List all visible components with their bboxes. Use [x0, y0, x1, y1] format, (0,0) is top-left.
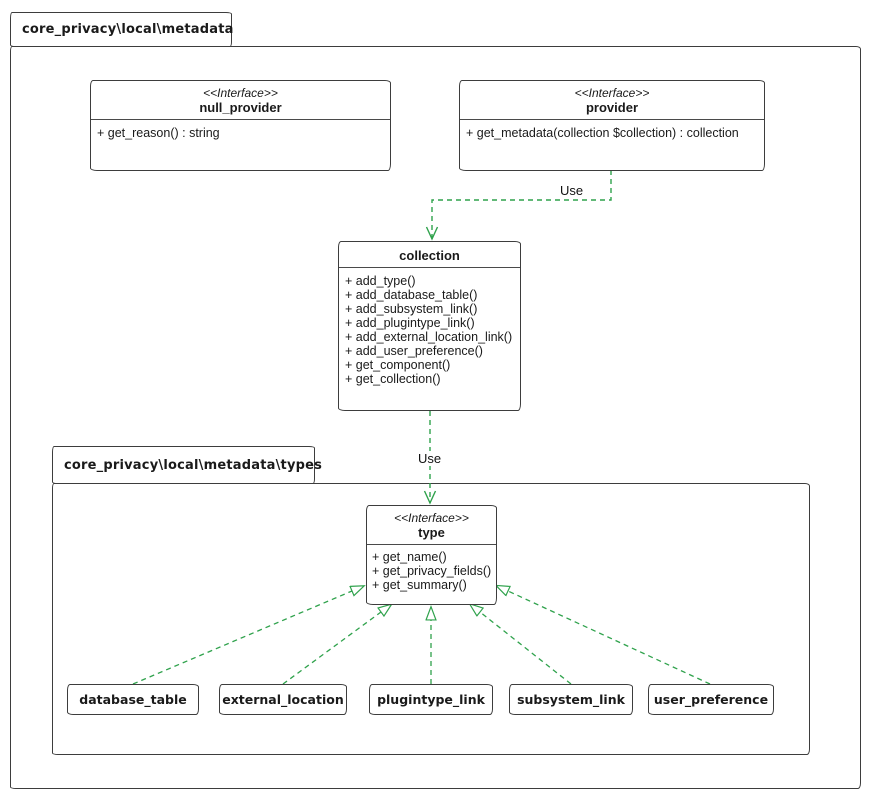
- member: + get_collection(): [345, 372, 441, 386]
- class-subsystem-link: [509, 684, 633, 715]
- class-provider-header: [460, 81, 764, 120]
- package-types-label: core_privacy\local\metadata\types: [64, 457, 323, 473]
- member: + get_name(): [372, 550, 447, 564]
- edge-label-use-collection: Use: [418, 451, 442, 466]
- class-null-provider-members: [91, 120, 390, 144]
- member: + get_reason() : string: [97, 126, 220, 140]
- class-name: plugintype_link: [377, 692, 485, 707]
- member: + add_user_preference(): [345, 344, 483, 358]
- class-name: subsystem_link: [517, 692, 625, 707]
- class-name: user_preference: [653, 692, 769, 707]
- edge-label-use-provider: Use: [560, 183, 584, 198]
- class-name: null_provider: [199, 100, 282, 115]
- class-collection-members: [339, 268, 520, 390]
- stereotype-label: <<Interface>>: [203, 86, 278, 100]
- class-null-provider: [90, 80, 391, 171]
- class-type-header: [367, 506, 496, 545]
- member: + add_database_table(): [345, 288, 478, 302]
- member: + get_privacy_fields(): [372, 564, 492, 578]
- package-metadata-tab: [10, 12, 232, 47]
- stereotype-label: <<Interface>>: [574, 86, 650, 100]
- package-types-tab: [52, 446, 323, 484]
- class-plugintype-link: [369, 684, 493, 715]
- class-type-members: [367, 545, 496, 595]
- class-user-preference: [648, 684, 774, 715]
- package-metadata-label: core_privacy\local\metadata: [22, 22, 234, 37]
- member: + add_subsystem_link(): [345, 302, 478, 316]
- class-name: collection: [399, 248, 460, 263]
- class-provider: [459, 80, 765, 171]
- class-provider-members: [460, 120, 764, 144]
- class-null-provider-header: [91, 81, 390, 120]
- member: + get_component(): [345, 358, 451, 372]
- member: + add_external_location_link(): [345, 330, 513, 344]
- class-name: external_location: [222, 692, 344, 707]
- member: + add_plugintype_link(): [345, 316, 475, 330]
- stereotype-label: <<Interface>>: [394, 511, 469, 525]
- class-external-location: [219, 684, 347, 715]
- class-name: database_table: [79, 692, 187, 707]
- class-type: [366, 505, 497, 605]
- class-database-table: [67, 684, 199, 715]
- member: + add_type(): [345, 274, 416, 288]
- member: + get_summary(): [372, 578, 467, 592]
- class-name: provider: [585, 100, 638, 115]
- class-collection-header: [339, 242, 520, 268]
- class-collection: [338, 241, 521, 411]
- class-name: type: [418, 525, 445, 540]
- member: + get_metadata(collection $collection) : collection: [466, 126, 739, 140]
